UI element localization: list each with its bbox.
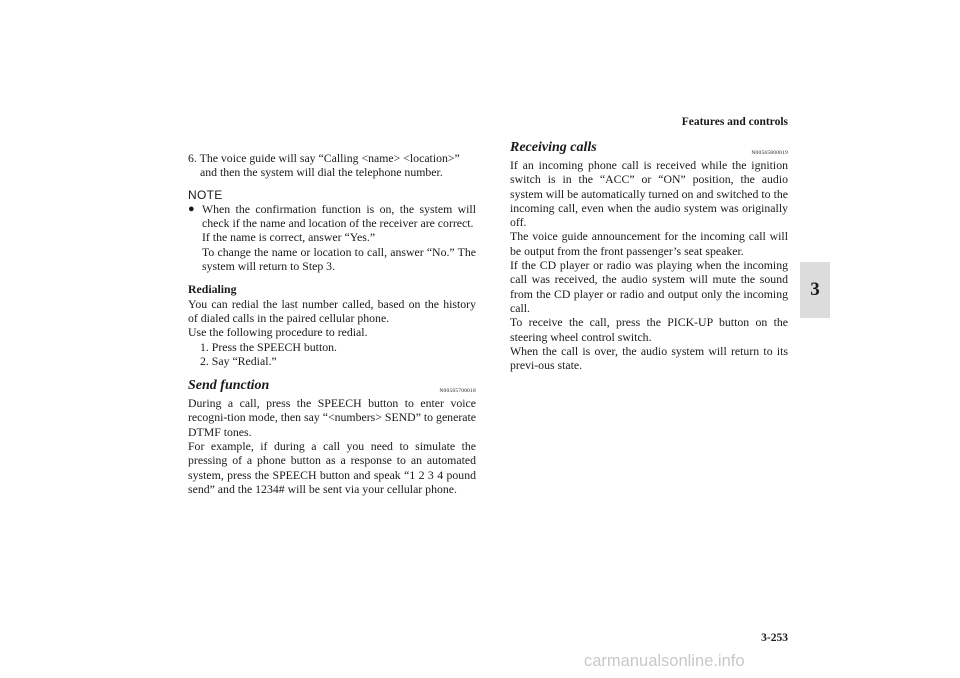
page-header: Features and controls	[681, 116, 788, 128]
redialing-paragraph: You can redial the last number called, based on the history of dialed calls in the paired cellular phone.	[188, 296, 476, 325]
send-function-paragraph: For example, if during a call you need to simulate the pressing of a phone button as a response to an automated system, press the SPEECH button and speak “1 2 3 4 pound send” and the 1234# will be sent via your cellular phone.	[188, 439, 476, 496]
step-6-number: 6.	[188, 151, 197, 165]
right-column	[510, 140, 788, 372]
receiving-calls-code: N00565800019	[751, 150, 788, 156]
receiving-calls-paragraph: To receive the call, press the PICK-UP button on the steering wheel control switch.	[510, 315, 788, 344]
step-6	[188, 151, 476, 165]
receiving-calls-paragraph: If an incoming phone call is received while the ignition switch is in the “ACC” or “ON” position, the audio system will be automatically turned on and switched to the incoming call, even when the audio system was originally off.	[510, 158, 788, 230]
step-6-line2: and then the system will dial the telephone number.	[200, 165, 443, 180]
chapter-tab: 3	[800, 262, 830, 318]
page-number: 3-253	[761, 632, 788, 644]
receiving-calls-paragraph: The voice guide announcement for the incoming call will be output from the front passenger’s seat speaker.	[510, 229, 788, 258]
send-function-code: N00565700018	[439, 388, 476, 395]
receiving-calls-paragraph: If the CD player or radio was playing when the incoming call was received, the audio system will mute the sound from the CD player or radio and output only the incoming call.	[510, 258, 788, 315]
left-column	[188, 151, 476, 496]
note-line: If the name is correct, answer “Yes.”	[202, 230, 376, 245]
receiving-calls-header	[510, 140, 788, 158]
bullet-icon: ●	[188, 202, 195, 215]
receiving-calls-paragraph: When the call is over, the audio system will return to its previ-ous state.	[510, 343, 788, 373]
note-line: When the confirmation function is on, the system will check if the name and location of the receiver are correct.	[202, 201, 476, 231]
redial-step: 2. Say “Redial.”	[200, 353, 277, 368]
receiving-calls-title: Receiving calls	[510, 140, 597, 155]
watermark: carmanualsonline.info	[584, 652, 745, 670]
note-item	[188, 202, 476, 273]
step-6-line1: The voice guide will say “Calling <name> <location>”	[199, 151, 460, 165]
send-function-paragraph: During a call, press the SPEECH button to enter voice recogni-tion mode, then say “<numbers> SEND” to generate DTMF tones.	[188, 396, 476, 439]
redial-step: 1. Press the SPEECH button.	[200, 339, 337, 354]
redialing-paragraph: Use the following procedure to redial.	[188, 325, 368, 340]
note-line: To change the name or location to call, answer “No.” The system will return to Step 3.	[202, 244, 476, 274]
redialing-heading: Redialing	[188, 282, 237, 297]
send-function-title: Send function	[188, 378, 270, 394]
note-label: NOTE	[188, 187, 223, 202]
send-function-header	[188, 378, 476, 396]
